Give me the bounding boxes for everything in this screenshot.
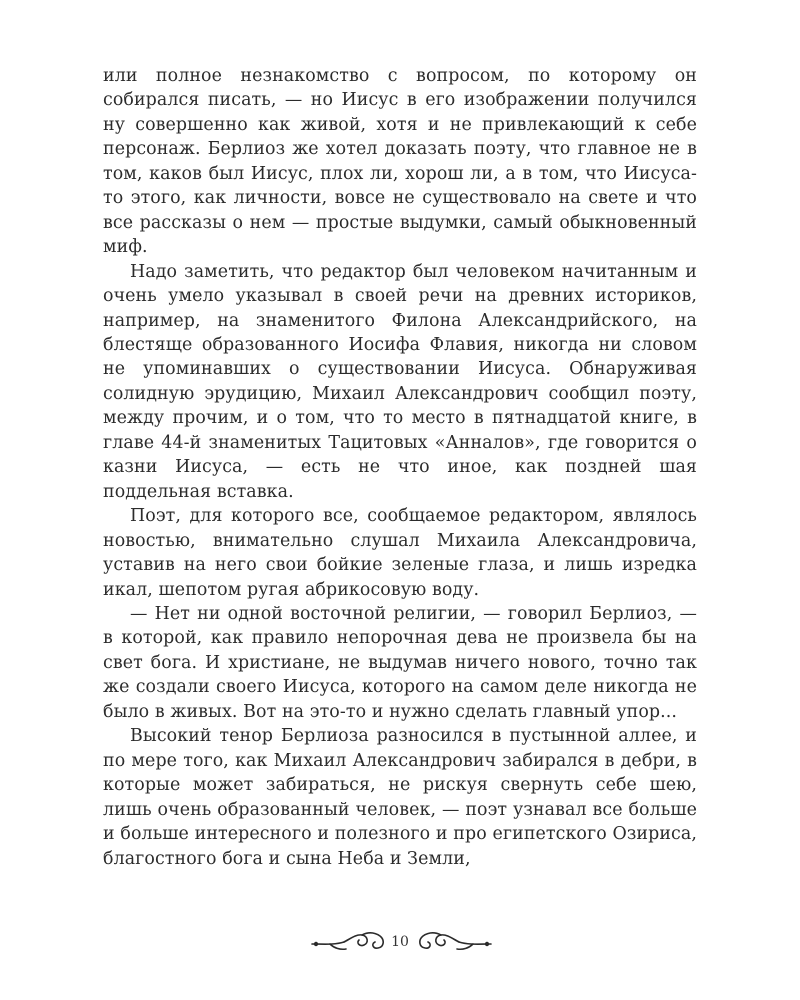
- paragraph-1: или полное незнакомство с вопросом, по которому он собирался писать, — но Иисус в его изображении получился ну совершенно как живой, хотя и не привлекающий к себе персонаж. Берлиоз же хотел доказать поэту, что главное не в том, каков был Иисус, плох ли, хорош ли, а в том, что Иисуса-то этого, как личности, вовсе не существовало на свете и что все рассказы о нем — простые выдумки, самый обыкновенный миф.: [103, 66, 697, 258]
- page-number: 10: [391, 934, 409, 950]
- scroll-ornament-left-icon: [310, 928, 390, 958]
- body-text: [103, 64, 697, 871]
- paragraph-3: Поэт, для которого все, сообщаемое редактором, являлось новостью, внимательно слушал Михаила Александровича, уставив на него свои бойкие зеленые глаза, и лишь изредка икал, шепотом ругая абрикосовую воду.: [103, 506, 697, 600]
- paragraph-4: — Нет ни одной восточной религии, — говорил Берлиоз, — в которой, как правило непорочная дева не произвела бы на свет бога. И христиане, не выдумав ничего нового, точно так же создали своего Иисуса, которого на самом деле никогда не было в живых. Вот на это-то и нужно сделать главный упор...: [103, 603, 697, 722]
- paragraph-5: Высокий тенор Берлиоза разносился в пустынной аллее, и по мере того, как Михаил Александрович забирался в дебри, в которые может забираться, не рискуя свернуть себе шею, лишь очень образованный человек, — поэт узнавал все больше и больше интересного и полезного и про египетского Озириса, благостного бога и сына Неба и Земли,: [103, 726, 697, 869]
- page-footer: [0, 928, 800, 958]
- paragraph-2: Надо заметить, что редактор был человеком начитанным и очень умело указывал в своей речи на древних историков, например, на знаменитого Филона Александрийского, на блестяще образованного Иосифа Флавия, никогда ни словом не упоминавших о существовании Иисуса. Обнаруживая солидную эрудицию, Михаил Александрович сообщил поэту, между прочим, и о том, что то место в пятнадцатой книге, в главе 44-й знаменитых Тацитовых «Анналов», где говорится о казни Иисуса, — есть не что иное, как поздней шая поддельная вставка.: [103, 261, 697, 502]
- scroll-ornament-right-icon: [413, 928, 493, 958]
